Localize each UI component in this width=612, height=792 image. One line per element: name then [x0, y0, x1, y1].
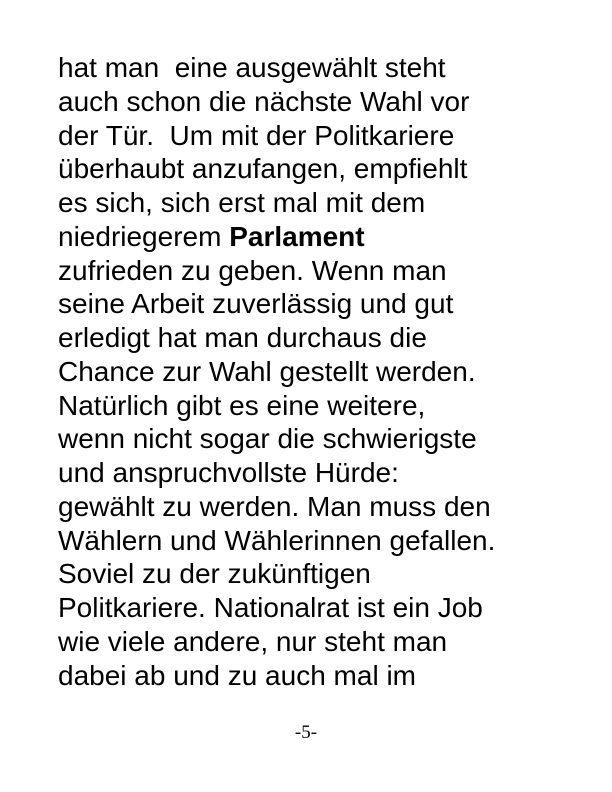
body-text: [58, 51, 588, 692]
text-line: wenn nicht sogar die schwierigste: [58, 423, 477, 455]
text-line: Wählern und Wählerinnen gefallen.: [58, 524, 496, 556]
text-line: und anspruchvollste Hürde:: [58, 457, 399, 488]
text-line-with-bold: [58, 220, 588, 254]
text-line: erledigt hat man durchaus die: [58, 322, 427, 353]
text-segment: niedriegerem: [58, 220, 230, 252]
text-line: Chance zur Wahl gestellt werden.: [58, 355, 476, 387]
page-number: -5-: [294, 722, 318, 743]
text-line: Politkariere. Nationalrat ist ein Job: [58, 592, 483, 623]
text-line: gewählt zu werden. Man muss den: [58, 490, 491, 522]
text-line: dabei ab und zu auch mal im: [58, 659, 416, 691]
text-line: zufrieden zu geben. Wenn man: [58, 254, 447, 286]
text-line: Soviel zu der zukünftigen: [58, 558, 371, 590]
text-line: es sich, sich erst mal mit dem: [58, 187, 426, 218]
text-line: Natürlich gibt es eine weitere,: [58, 389, 426, 421]
text-line: der Tür. Um mit der Politkariere: [58, 119, 455, 151]
text-line: seine Arbeit zuverlässig und gut: [58, 288, 454, 320]
text-line: wie viele andere, nur steht man: [58, 625, 448, 657]
text-line: überhaubt anzufangen, empfiehlt: [58, 153, 468, 185]
text-line: auch schon die nächste Wahl vor: [58, 85, 470, 117]
bold-word: Parlament: [229, 220, 365, 252]
text-line: hat man eine ausgewählt steht: [58, 52, 446, 83]
